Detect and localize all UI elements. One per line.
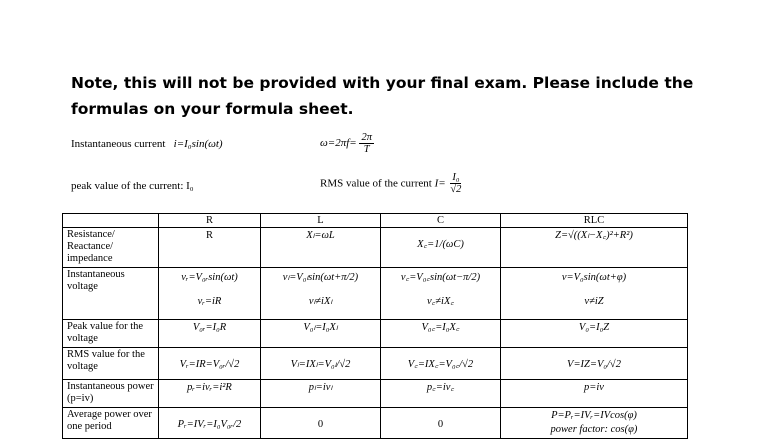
cell-l: V₀ₗ=I₀Xₗ	[261, 320, 381, 348]
peak-current-line	[71, 180, 194, 192]
cell-c-line1: v꜀=V₀꜀sin(ωt−π/2)	[400, 272, 481, 283]
cell-c-line2: v꜀≠iX꜀	[426, 296, 455, 307]
header-rlc: RLC	[501, 214, 688, 228]
table-row-instantaneous-power	[63, 380, 688, 408]
cell-c: V₀꜀=I₀X꜀	[381, 320, 501, 348]
cell-c	[381, 268, 501, 320]
cell-r: V₀ᵣ=I₀R	[159, 320, 261, 348]
row-label: Instantaneous power (p=iv)	[63, 380, 159, 408]
rms-lhs: I=	[434, 177, 446, 190]
cell-rlc	[501, 408, 688, 439]
omega-fraction	[359, 132, 374, 155]
cell-r-text: Vᵣ=IR=V₀ᵣ/√2	[179, 359, 240, 370]
cell-rlc-line1: v=V₀sin(ωt+φ)	[561, 272, 627, 283]
cell-r: pᵣ=ivᵣ=i²R	[159, 380, 261, 408]
cell-c-text: V꜀=IX꜀=V₀꜀/√2	[407, 359, 474, 370]
cell-r-line1: vᵣ=V₀ᵣsin(ωt)	[181, 272, 238, 283]
cell-l	[261, 408, 381, 439]
table-header-row	[63, 214, 688, 228]
cell-rlc-line2: v≠iZ	[584, 296, 604, 307]
header-blank	[63, 214, 159, 228]
cell-r	[159, 408, 261, 439]
cell-l-line2: vₗ≠iXₗ	[308, 296, 333, 307]
peak-current-text: peak value of the current: I₀	[71, 180, 194, 192]
ac-circuit-formula-table	[62, 213, 688, 439]
cell-rlc-line2: power factor: cos(φ)	[550, 424, 638, 435]
cell-r	[159, 348, 261, 380]
table-row-resistance	[63, 228, 688, 268]
header-r: R	[159, 214, 261, 228]
row-label: Average power over one period	[63, 408, 159, 439]
table-row-average-power	[63, 408, 688, 439]
rms-denominator: √2	[450, 184, 462, 196]
rms-fraction	[448, 172, 463, 195]
cell-c	[381, 348, 501, 380]
omega-denominator: T	[363, 144, 370, 156]
cell-l	[261, 268, 381, 320]
instantaneous-current-label: Instantaneous current	[71, 138, 166, 150]
cell-r: R	[159, 228, 261, 268]
cell-rlc: V₀=I₀Z	[501, 320, 688, 348]
row-label: Peak value for the voltage	[63, 320, 159, 348]
cell-l	[261, 348, 381, 380]
cell-rlc	[501, 268, 688, 320]
header-l: L	[261, 214, 381, 228]
cell-r	[159, 268, 261, 320]
cell-c-text: 0	[437, 419, 444, 430]
instantaneous-current-line	[71, 138, 223, 150]
rms-current-label: RMS value of the current	[320, 177, 432, 190]
row-label: Resistance/ Reactance/ impedance	[63, 228, 159, 268]
cell-l-line1: vₗ=V₀ₗsin(ωt+π/2)	[282, 272, 359, 283]
cell-rlc-text: V=IZ=V₀/√2	[567, 359, 621, 370]
omega-numerator: 2π	[361, 132, 372, 143]
instantaneous-current-formula: i=I₀sin(ωt)	[173, 138, 223, 150]
cell-l: pₗ=ivₗ	[261, 380, 381, 408]
cell-rlc: Z=√((Xₗ−X꜀)²+R²)	[501, 228, 688, 268]
rms-numerator: I₀	[452, 172, 460, 183]
rms-current-line	[320, 172, 463, 195]
cell-rlc	[501, 348, 688, 380]
table-row-peak-voltage	[63, 320, 688, 348]
row-label: Instantaneous voltage	[63, 268, 159, 320]
cell-c: p꜀=iv꜀	[381, 380, 501, 408]
cell-l-text: 0	[317, 419, 324, 430]
cell-c	[381, 408, 501, 439]
table-row-instantaneous-voltage	[63, 268, 688, 320]
cell-l-text: Vₗ=IXₗ=V₀ₗ/√2	[290, 359, 351, 370]
exam-note: Note, this will not be provided with your final exam. Please include the formulas on your formula sheet.	[71, 74, 694, 118]
cell-rlc-line1: P=Pᵣ=IVᵣ=IVcos(φ)	[551, 410, 637, 421]
cell-rlc: p=iv	[501, 380, 688, 408]
cell-r-line2: vᵣ=iR	[197, 296, 222, 307]
omega-lhs: ω=2πf=	[320, 137, 357, 150]
header-c: C	[381, 214, 501, 228]
cell-c	[381, 228, 501, 268]
cell-l: Xₗ=ωL	[261, 228, 381, 268]
row-label: RMS value for the voltage	[63, 348, 159, 380]
cell-c-text: X꜀=1/(ωC)	[417, 239, 464, 250]
angular-frequency-formula	[320, 132, 374, 155]
table-row-rms-voltage	[63, 348, 688, 380]
cell-r-text: Pᵣ=IVᵣ=I₀V₀ᵣ/2	[177, 419, 242, 430]
